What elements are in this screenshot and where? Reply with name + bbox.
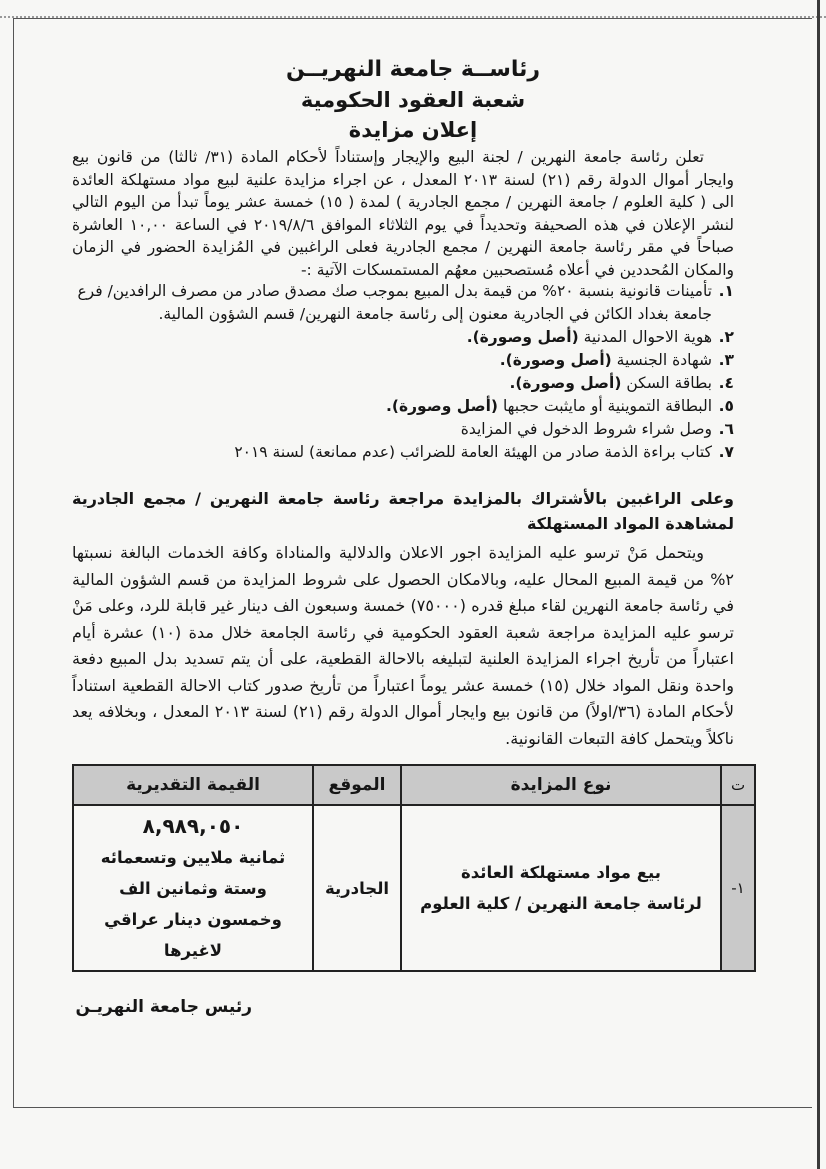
list-item: ٤. بطاقة السكن (أصل وصورة). — [509, 374, 734, 392]
value-number: ٨,٩٨٩,٠٥٠ — [142, 813, 244, 838]
requirements-list — [72, 280, 734, 464]
table-header-row — [73, 765, 755, 805]
list-item: ٣. شهادة الجنسية (أصل وصورة). — [499, 351, 734, 369]
header-type: نوع المزايدة — [401, 765, 721, 805]
value-words: ثمانية ملايين وتسعمائه وستة وثمانين الف وخمسون دينار عراقي لاغيرها — [100, 847, 286, 960]
list-item: ٢. هوية الاحوال المدنية (أصل وصورة). — [466, 328, 734, 346]
participation-note: وعلى الراغبين بالأشتراك بالمزايدة مراجعة رئاسة جامعة النهرين / مجمع الجادرية لمشاهدة المواد المستهلكة — [72, 489, 734, 533]
list-item: ١. تأمينات قانونية بنسبة ٢٠% من قيمة بدل المبيع بموجب صك مصدق صادر من مصرف الرافدين/ فرع جامعة بغداد الكائن في الجادرية معنون إلى رئاسة جامعة النهرين/ قسم الشؤون المالية. — [77, 282, 734, 323]
header-location: الموقع — [313, 765, 401, 805]
intro-paragraph: تعلن رئاسة جامعة النهرين / لجنة البيع والإيجار وإستناداً لأحكام المادة (٣١/ ثالثا) من قانون بيع وايجار أموال الدولة رقم (٢١) لسنة ٢٠١٣ المعدل ، عن اجراء مزايدة علنية لبيع مواد مستهلكة العائدة الى ( كلية العلوم / جامعة النهرين / مجمع الجادرية ) لمدة ( ١٥) خمسة عشر يوماً تبدأ من اليوم التالي لنشر الإعلان في هذه الصحيفة وتحديداً في يوم الثلاثاء الموافق ٢٠١٩/٨/٦ في الساعة ١٠,٠٠ العاشرة صباحاً في مقر رئاسة جامعة النهرين / مجمع الجادرية فعلى الراغبين في المُزايدة الحضور في الزمان والمكان المُحددين في أعلاه مُستصحبين معهُم المستمسكات الآتية :- — [72, 148, 735, 279]
terms-paragraph: ويتحمل مَنْ ترسو عليه المزايدة اجور الاعلان والدلالية والمناداة وكافة الخدمات البالغة نسبتها ٢% من قيمة المبيع المحال عليه، وبالامكان الحصول على شروط المزايدة من قسم الشؤون المالية في رئاسة جامعة النهرين لقاء مبلغ قدره (٧٥٠٠٠) خمسة وسبعون الف دينار غير قابلة للرد، وعلى مَنْ ترسو عليه المزايدة مراجعة شعبة العقود الحكومية في رئاسة الجامعة خلال مدة (١٠) عشرة أيام اعتباراً من تأريخ اجراء المزايدة العلنية لتبليغه بالاحالة القطعية، على أن يتم تسديد بدل المبيع دفعة واحدة ونقل المواد خلال (١٥) خمسة عشر يوماً اعتباراً من تأريخ صدور كتاب الاحالة القطعية استناداً لأحكام المادة (٣٦/اولاً) من قانون بيع وايجار أموال الدولة رقم (٢١) لسنة ٢٠١٣ المعدل ، وبخلافه يعد ناكلاً ويتحمل كافة التبعات القانونية. — [72, 543, 734, 748]
row-location: الجادرية — [313, 805, 401, 971]
header-num: ت — [721, 765, 755, 805]
auction-announcement-title: إعلان مزايدة — [348, 118, 478, 142]
scan-top-edge — [0, 0, 826, 18]
signature: رئيس جامعة النهريـن — [75, 997, 252, 1017]
list-item: ٥. البطاقة التموينية أو مايثبت حجبها (أصل وصورة). — [386, 397, 734, 415]
header-value: القيمة التقديرية — [73, 765, 313, 805]
row-type: بيع مواد مستهلكة العائدة لرئاسة جامعة النهرين / كلية العلوم — [401, 805, 721, 971]
list-item: ٧. كتاب براءة الذمة صادر من الهيئة العامة للضرائب (عدم ممانعة) لسنة ٢٠١٩ — [234, 443, 734, 461]
scan-right-edge — [817, 0, 820, 1169]
contracts-division-title: شعبة العقود الحكومية — [300, 88, 526, 112]
table-row — [73, 805, 755, 971]
row-value — [73, 805, 313, 971]
row-num: ١- — [721, 805, 755, 971]
auction-table — [72, 764, 756, 972]
announcement-header — [0, 55, 826, 145]
university-presidency-title: رئاســة جامعة النهريــن — [285, 57, 541, 82]
list-item: ٦. وصل شراء شروط الدخول في المزايدة — [460, 420, 734, 438]
